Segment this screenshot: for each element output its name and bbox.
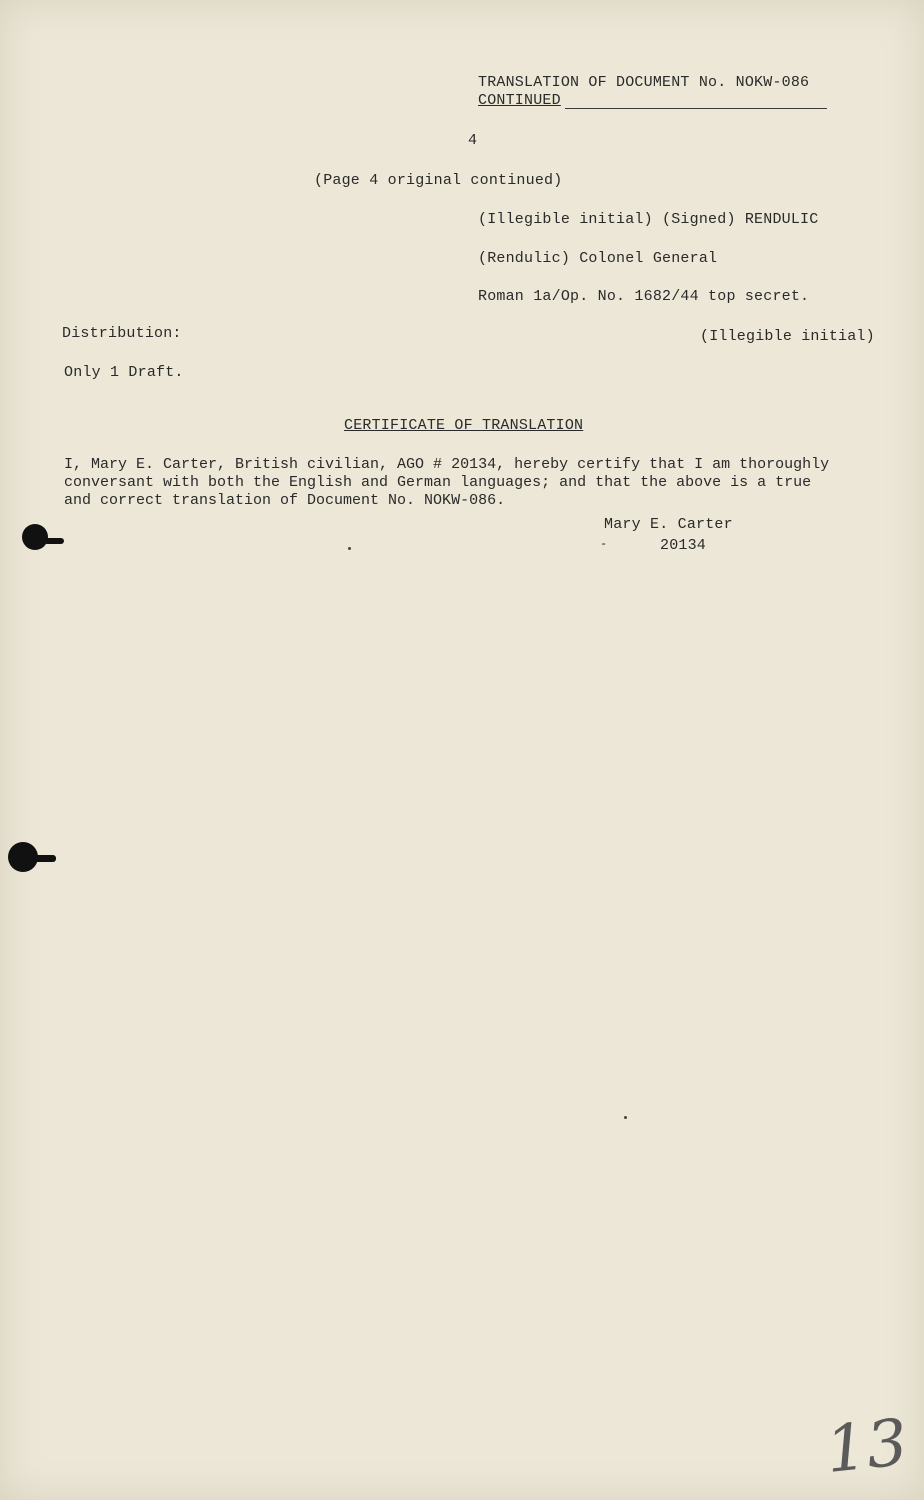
illegible-initial-note: (Illegible initial) (700, 328, 875, 345)
certificate-line: conversant with both the English and German languages; and that the above is a true (64, 474, 812, 491)
folio-number: 13 (822, 1405, 912, 1489)
certificate-line: and correct translation of Document No. NOKW-086. (64, 492, 506, 509)
page-note: (Page 4 original continued) (314, 172, 563, 189)
punch-hole-tear (44, 538, 64, 544)
page-number: 4 (468, 132, 478, 149)
distribution-label: Distribution: (62, 325, 182, 342)
certificate-body (64, 456, 872, 510)
signature-line: (Illegible initial) (Signed) RENDULIC (478, 211, 819, 228)
header-underline (565, 108, 827, 109)
reference-number: Roman 1a/Op. No. 1682/44 top secret. (478, 288, 810, 305)
punch-hole-tear (34, 855, 56, 862)
certificate-title: CERTIFICATE OF TRANSLATION (344, 417, 584, 434)
translator-mark: - (600, 537, 608, 551)
certificate-line: I, Mary E. Carter, British civilian, AGO # 20134, hereby certify that I am thoroughly (64, 456, 830, 473)
translator-name: Mary E. Carter (604, 516, 733, 533)
translator-ago-number: 20134 (660, 537, 707, 554)
punch-hole-icon (22, 524, 48, 550)
document-header-continued: CONTINUED (478, 92, 561, 109)
distribution-detail: Only 1 Draft. (64, 364, 184, 381)
paper-speck (624, 1116, 627, 1119)
signatory-name-rank: (Rendulic) Colonel General (478, 250, 718, 267)
paper-speck (348, 547, 351, 550)
document-header-title: TRANSLATION OF DOCUMENT No. NOKW-086 (478, 74, 810, 91)
